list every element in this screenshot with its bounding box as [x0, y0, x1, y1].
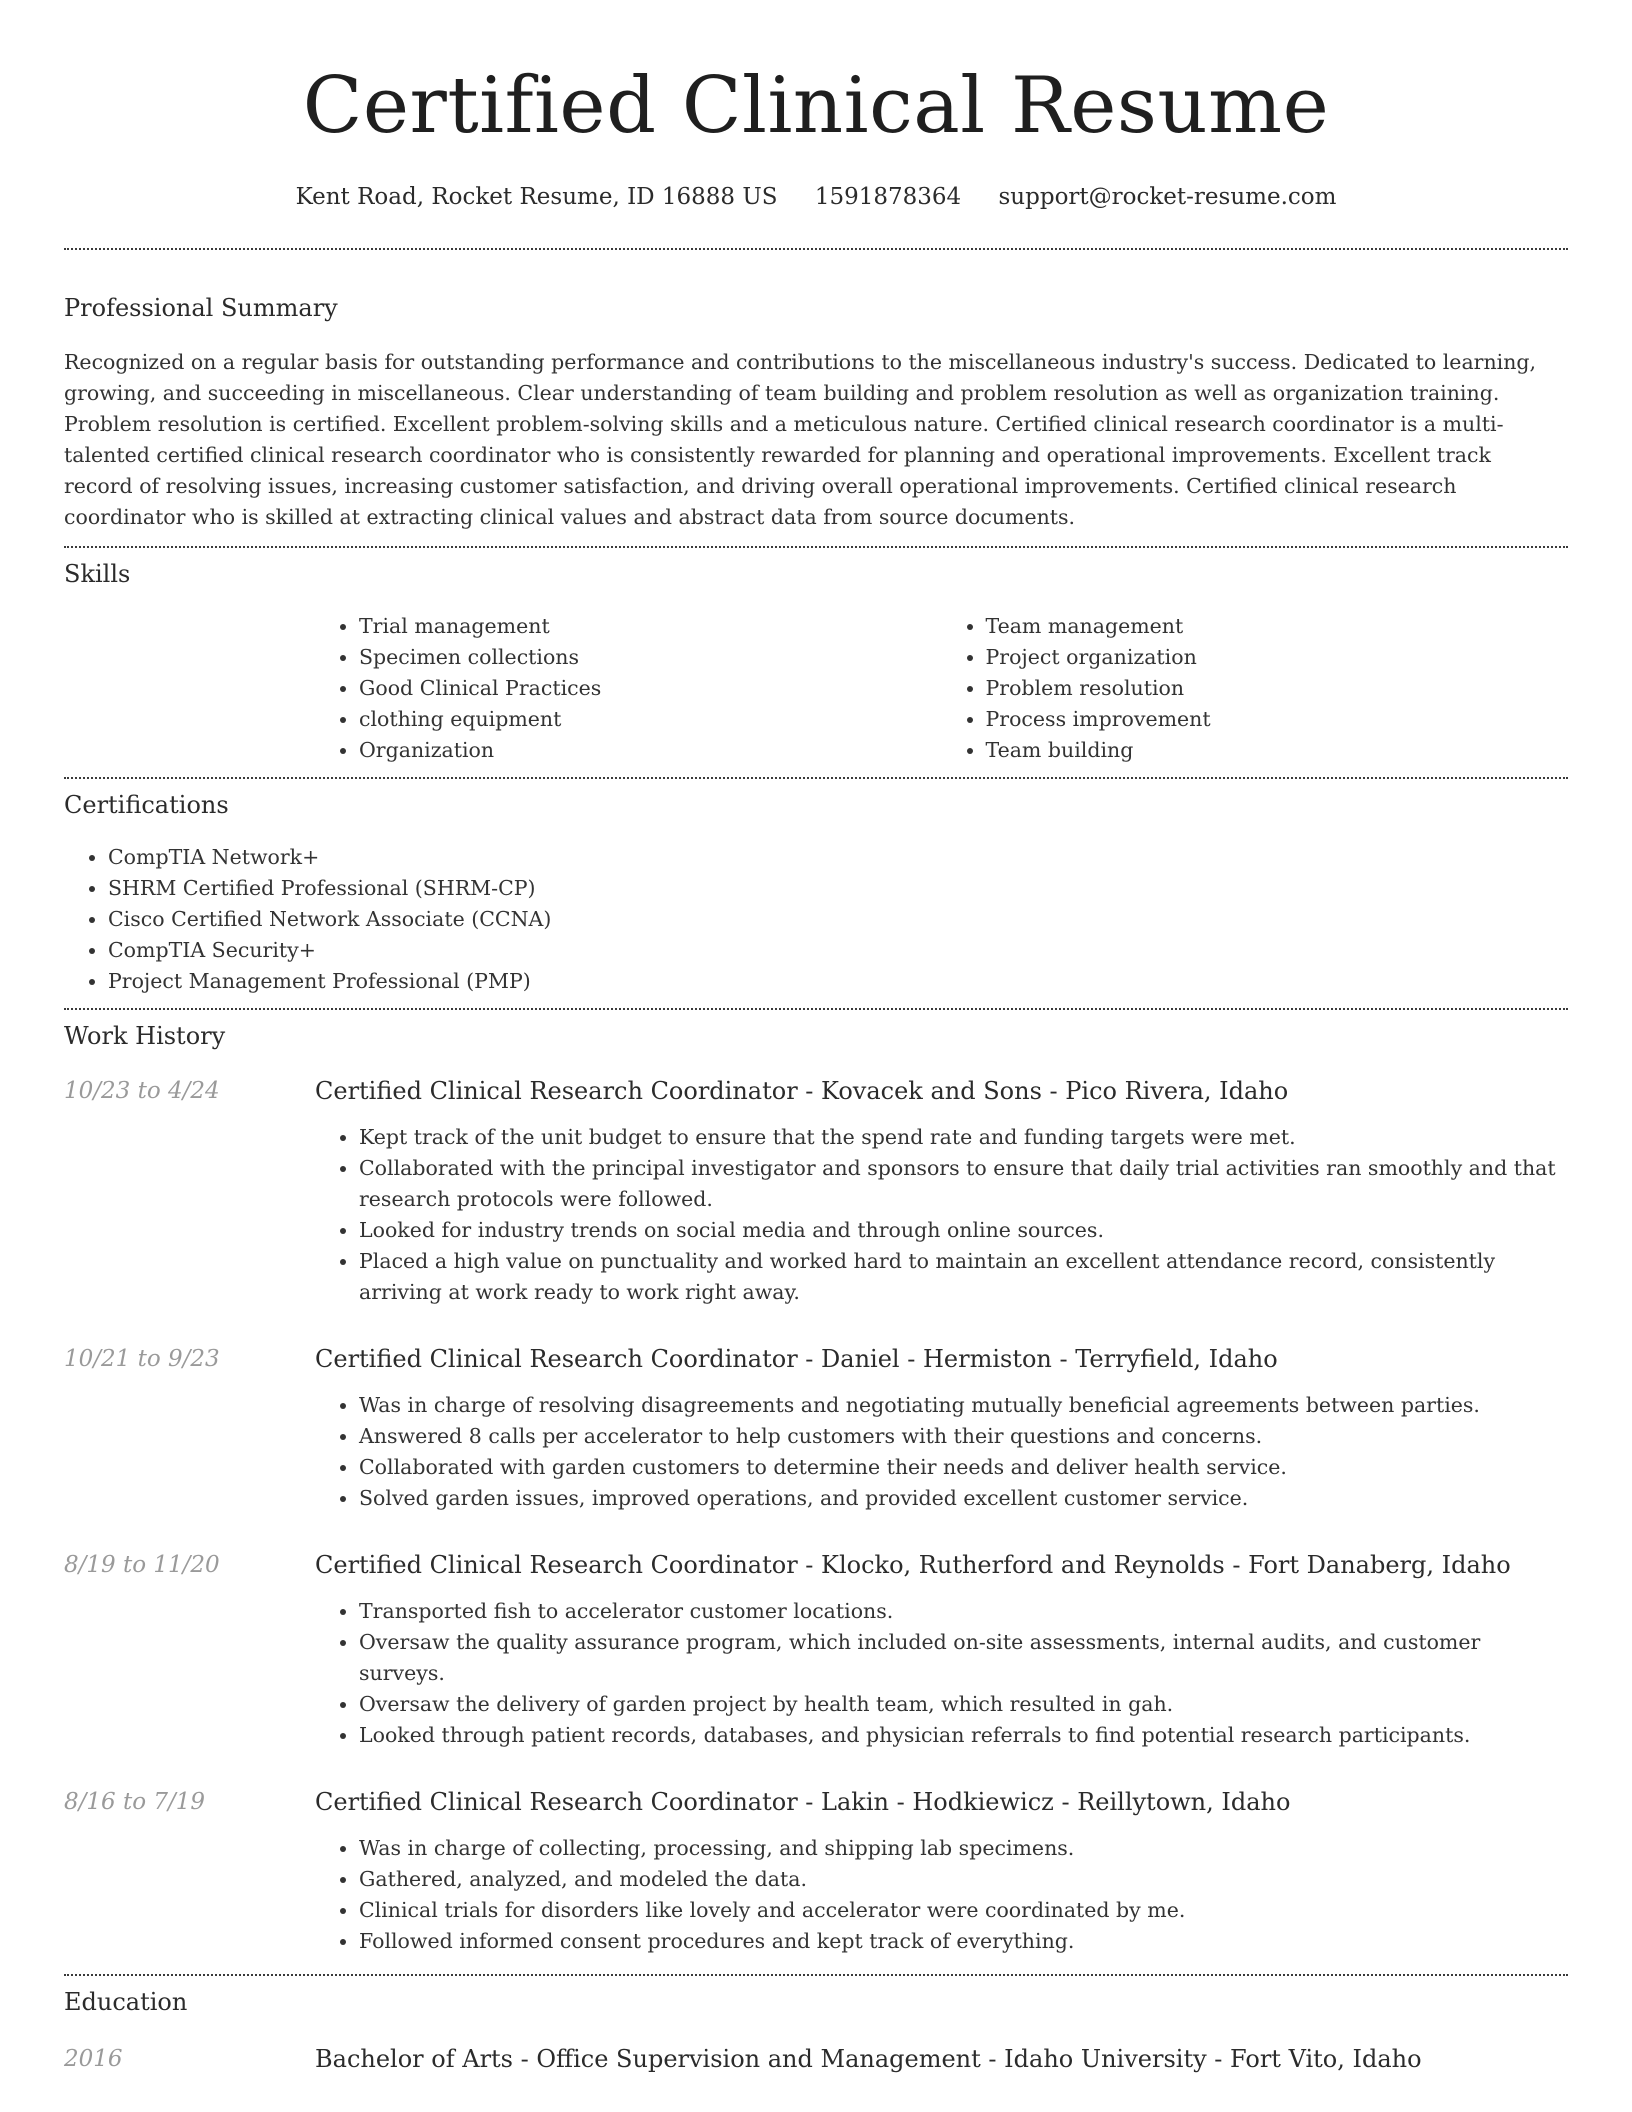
list-item: • Placed a high value on punctuality and worked hard to maintain an excellent attendance record, consistently arriving at work ready to work right away. [359, 1246, 1568, 1308]
list-item: • Kept track of the unit budget to ensure that the spend rate and funding targets were met. [359, 1122, 1568, 1153]
list-item: • SHRM Certified Professional (SHRM-CP) [108, 873, 1568, 904]
education-school: Idaho University [1004, 2045, 1207, 2073]
separator: - [797, 1551, 822, 1579]
list-item: • Oversaw the delivery of garden project by health team, which resulted in gah. [359, 1689, 1568, 1720]
separator: - [513, 2045, 537, 2073]
education-entry [64, 2042, 1568, 2076]
list-item: • Followed informed consent procedures and kept track of everything. [359, 1926, 1568, 1957]
list-item: • Problem resolution [986, 673, 1569, 704]
list-item: • Process improvement [986, 704, 1569, 735]
job-company: Lakin - Hodkiewicz [821, 1788, 1054, 1816]
separator: - [1041, 1077, 1066, 1105]
list-item: • Transported fish to accelerator customer locations. [359, 1596, 1568, 1627]
summary-heading: Professional Summary [64, 294, 338, 322]
list-item: • CompTIA Network+ [108, 842, 1568, 873]
job-bullets [315, 1833, 1568, 1957]
skills-heading: Skills [64, 560, 131, 588]
job-dates: 8/19 to 11/20 [64, 1552, 220, 1578]
job-location: Pico Rivera, Idaho [1065, 1077, 1289, 1105]
job-title-line [315, 1785, 1568, 1819]
separator: - [980, 2045, 1005, 2073]
skills-columns [315, 611, 1568, 766]
job-entry [64, 1342, 1568, 1514]
list-item: • Looked for industry trends on social media and through online sources. [359, 1215, 1568, 1246]
list-item: • Collaborated with the principal investigator and sponsors to ensure that daily trial activities ran smoothly and that research protocols were followed. [359, 1153, 1568, 1215]
separator: - [1051, 1345, 1076, 1373]
job-dates: 8/16 to 7/19 [64, 1789, 206, 1815]
job-body [315, 1074, 1568, 1308]
list-item: • Project organization [986, 642, 1569, 673]
education-title-line [315, 2042, 1568, 2076]
separator: - [797, 1077, 822, 1105]
list-item: • Gathered, analyzed, and modeled the data. [359, 1864, 1568, 1895]
job-entry [64, 1548, 1568, 1751]
summary-section [64, 250, 1568, 533]
job-location: Fort Danaberg, Idaho [1248, 1551, 1511, 1579]
education-field: Office Supervision and Management [536, 2045, 981, 2073]
job-body [315, 1342, 1568, 1514]
list-item: • Answered 8 calls per accelerator to help customers with their questions and concerns. [359, 1421, 1568, 1452]
job-dates: 10/21 to 9/23 [64, 1346, 220, 1372]
list-item: • Trial management [359, 611, 942, 642]
separator: - [797, 1345, 822, 1373]
job-company: Kovacek and Sons [821, 1077, 1042, 1105]
contact-phone: 1591878364 [814, 184, 962, 210]
certifications-section [64, 779, 1568, 997]
education-degree: Bachelor of Arts [315, 2045, 513, 2073]
list-item: • Good Clinical Practices [359, 673, 942, 704]
job-location: Reillytown, Idaho [1077, 1788, 1291, 1816]
job-title-line [315, 1074, 1568, 1108]
job-body [315, 1785, 1568, 1957]
list-item: • Clinical trials for disorders like lovely and accelerator were coordinated by me. [359, 1895, 1568, 1926]
separator: - [1206, 2045, 1231, 2073]
list-item: • Looked through patient records, databases, and physician referrals to find potential research participants. [359, 1720, 1568, 1751]
skills-list-right [942, 611, 1569, 766]
job-entry [64, 1074, 1568, 1308]
contact-email: support@rocket-resume.com [998, 184, 1337, 210]
job-bullets [315, 1596, 1568, 1751]
skills-section [64, 548, 1568, 766]
list-item: • clothing equipment [359, 704, 942, 735]
education-location: Fort Vito, Idaho [1230, 2045, 1422, 2073]
list-item: • Organization [359, 735, 942, 766]
list-item: • Oversaw the quality assurance program, which included on-site assessments, internal audits, and customer surveys. [359, 1627, 1568, 1689]
list-item: • Collaborated with garden customers to determine their needs and deliver health service. [359, 1452, 1568, 1483]
job-company: Daniel - Hermiston [821, 1345, 1052, 1373]
education-body [315, 2042, 1568, 2076]
job-body [315, 1548, 1568, 1751]
list-item: • Team management [986, 611, 1569, 642]
job-bullets [315, 1122, 1568, 1308]
separator: - [1224, 1551, 1249, 1579]
list-item: • Cisco Certified Network Associate (CCNA) [108, 904, 1568, 935]
education-section [64, 1976, 1568, 2076]
list-item: • Project Management Professional (PMP) [108, 966, 1568, 997]
resume-title: Certified Clinical Resume [302, 61, 1330, 151]
job-entry [64, 1785, 1568, 1957]
work-section [64, 1010, 1568, 1957]
separator: - [1053, 1788, 1078, 1816]
list-item: • Specimen collections [359, 642, 942, 673]
separator: - [797, 1788, 822, 1816]
job-dates: 10/23 to 4/24 [64, 1078, 220, 1104]
job-title: Certified Clinical Research Coordinator [315, 1551, 798, 1579]
summary-text: Recognized on a regular basis for outstanding performance and contributions to the miscellaneous industry's success. Dedicated to learning, growing, and succeeding in miscellaneous. Clear understanding of team building and problem resolution as well as organization training. Problem resolution is certified. Excellent problem-solving skills and a meticulous nature. Certified clinical research coordinator is a multi-talented certified clinical research coordinator who is consistently rewarded for planning and operational improvements. Excellent track record of resolving issues, increasing customer satisfaction, and driving overall operational improvements. Certified clinical research coordinator who is skilled at extracting clinical values and abstract data from source documents. [64, 350, 1537, 529]
job-title: Certified Clinical Research Coordinator [315, 1788, 798, 1816]
list-item: • Solved garden issues, improved operations, and provided excellent customer service. [359, 1483, 1568, 1514]
list-item: • Team building [986, 735, 1569, 766]
skills-list-left [315, 611, 942, 766]
contact-address: Kent Road, Rocket Resume, ID 16888 US [295, 184, 778, 210]
list-item: • CompTIA Security+ [108, 935, 1568, 966]
list-item: • Was in charge of resolving disagreements and negotiating mutually beneficial agreements between parties. [359, 1390, 1568, 1421]
education-year: 2016 [64, 2046, 123, 2072]
job-bullets [315, 1390, 1568, 1514]
job-title-line [315, 1548, 1568, 1582]
job-company: Klocko, Rutherford and Reynolds [821, 1551, 1225, 1579]
job-location: Terryfield, Idaho [1075, 1345, 1278, 1373]
list-item: • Was in charge of collecting, processing, and shipping lab specimens. [359, 1833, 1568, 1864]
contact-line [64, 180, 1568, 214]
certifications-list [64, 842, 1568, 997]
job-title-line [315, 1342, 1568, 1376]
certifications-heading: Certifications [64, 791, 229, 819]
job-title: Certified Clinical Research Coordinator [315, 1345, 798, 1373]
job-title: Certified Clinical Research Coordinator [315, 1077, 798, 1105]
education-heading: Education [64, 1988, 188, 2016]
work-heading: Work History [64, 1022, 226, 1050]
